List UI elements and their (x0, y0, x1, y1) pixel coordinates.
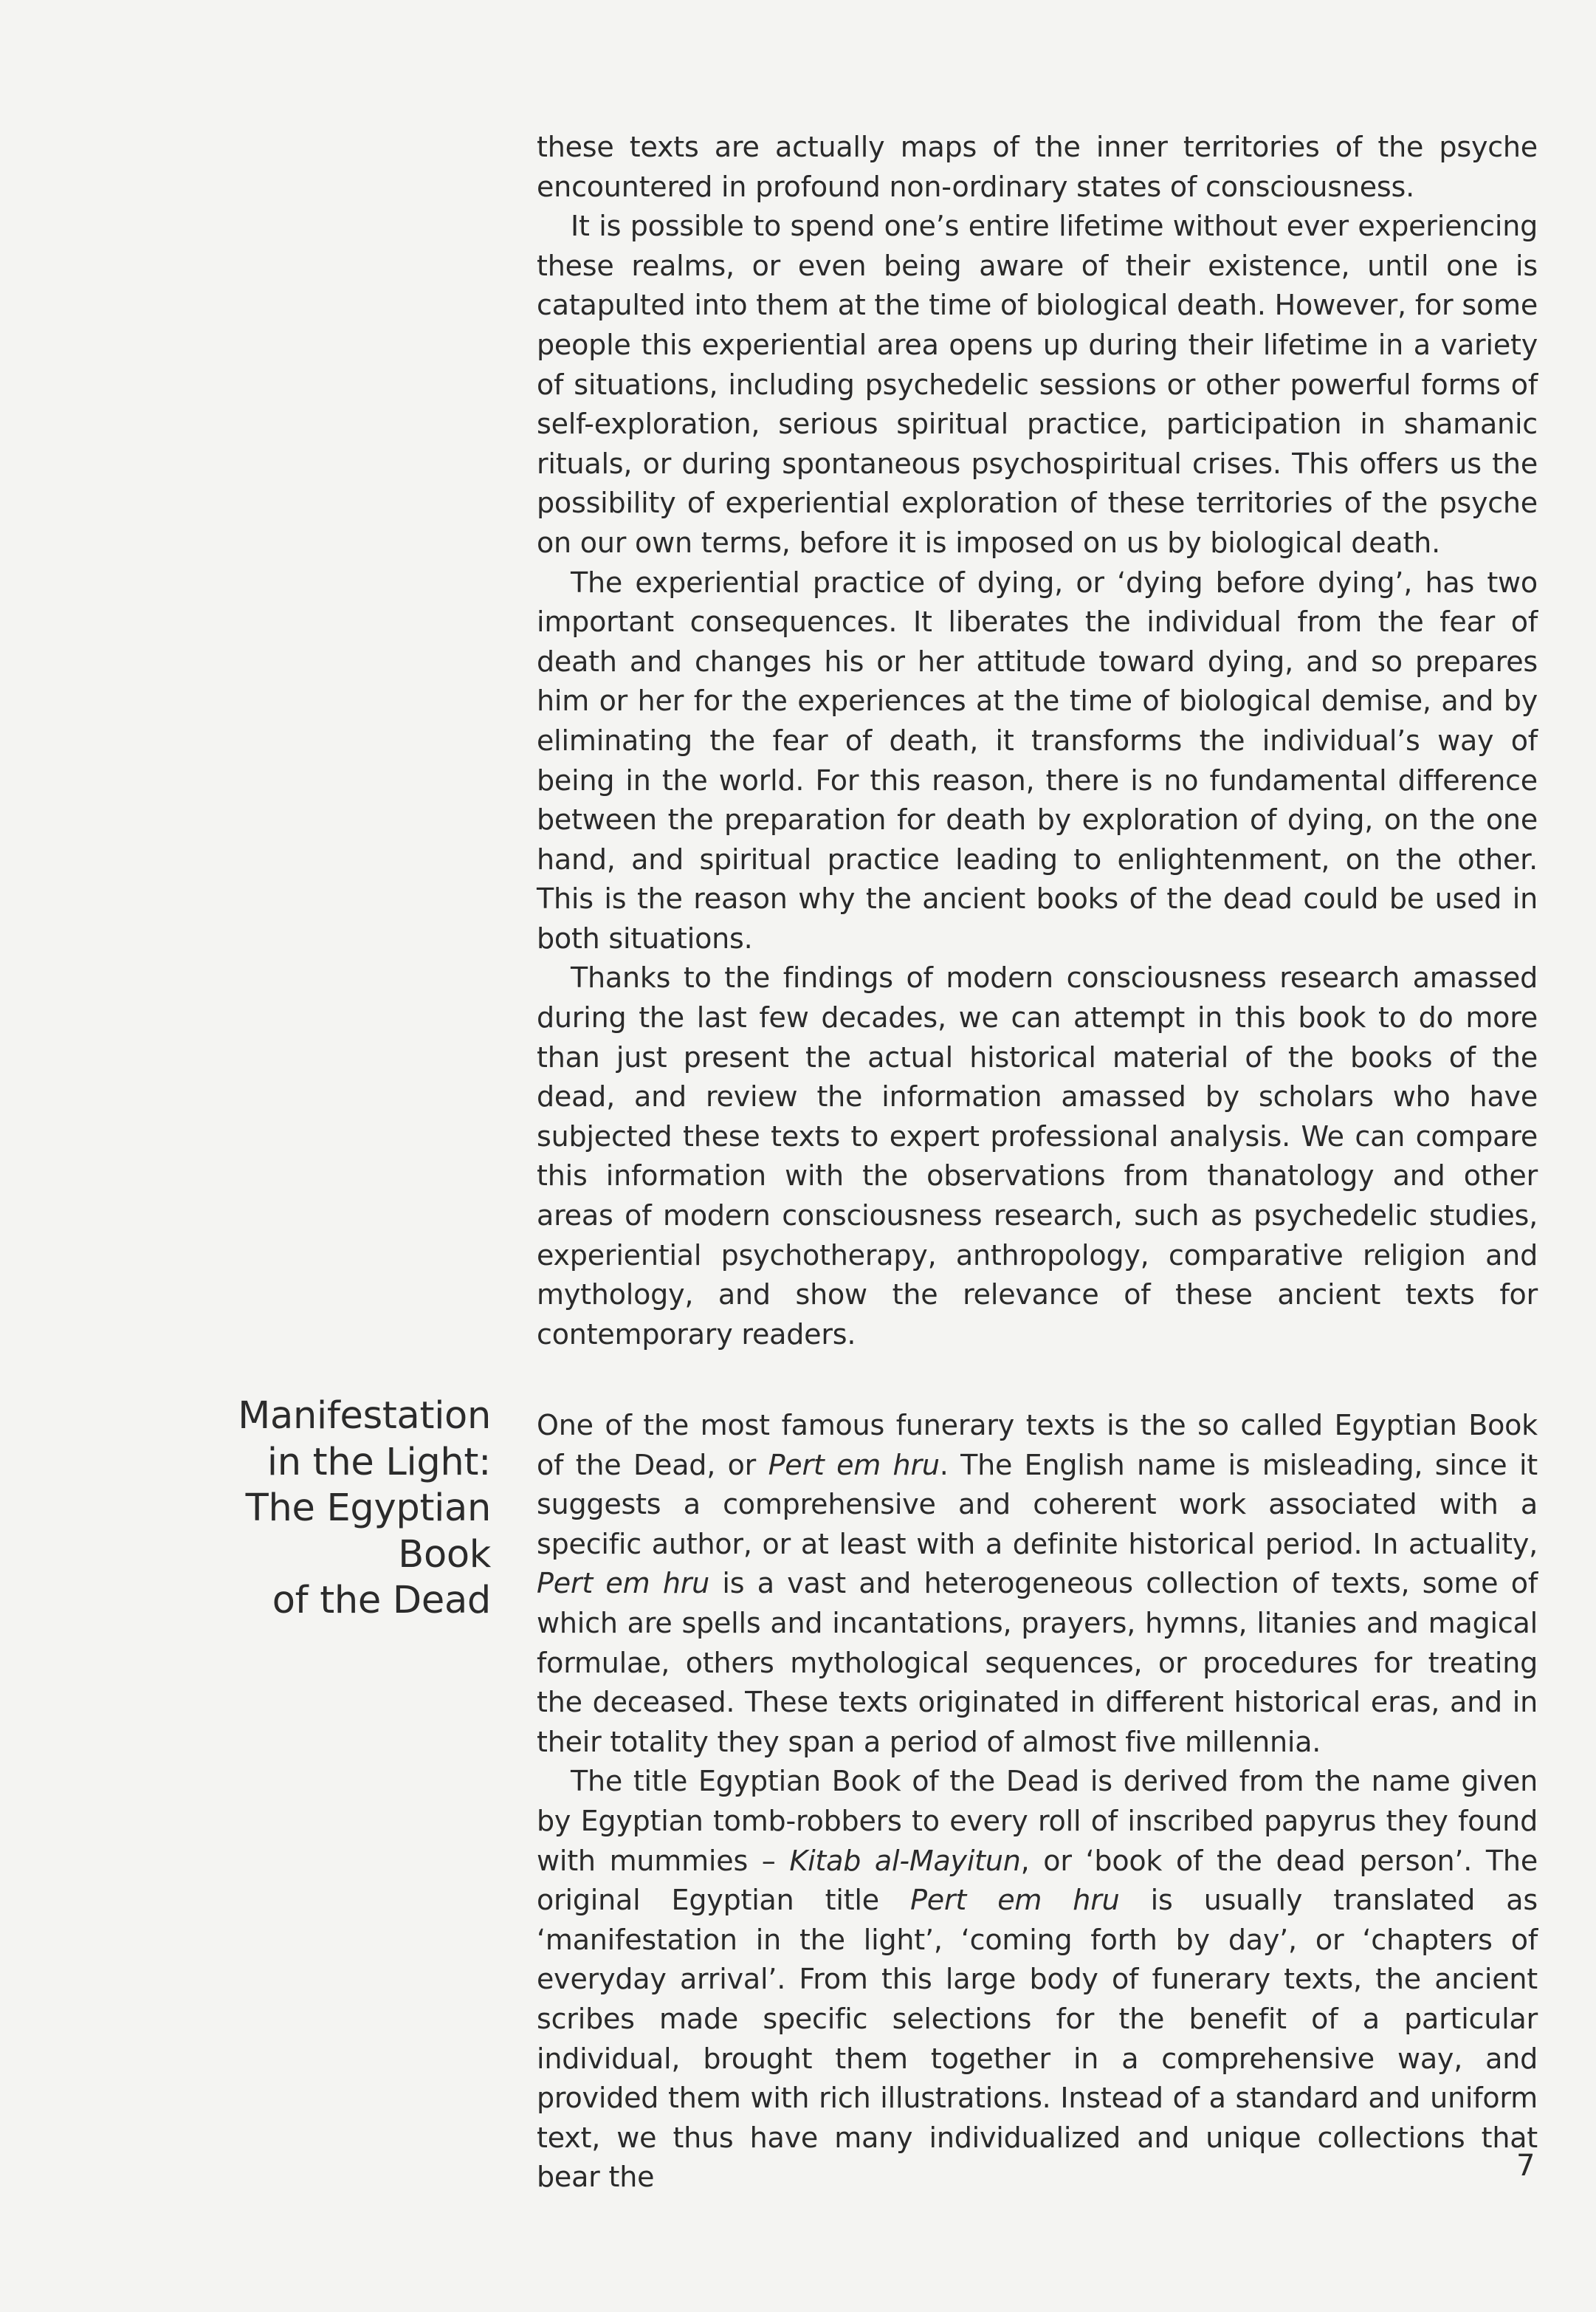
heading-line: Manifestation (238, 1394, 491, 1438)
heading-line: in the Light: (266, 1440, 491, 1484)
body-text-section-1 (537, 128, 1538, 1354)
italic-title: Pert em hru (910, 1884, 1120, 1917)
italic-title: Pert em hru (768, 1448, 940, 1481)
section-heading (151, 1393, 491, 1625)
paragraph-continuation: these texts are actually maps of the inner territories of the psyche encountered in profound non-ordinary states of consciousness. (537, 131, 1538, 203)
italic-title: Pert em hru (537, 1567, 710, 1600)
paragraph: It is possible to spend one’s entire lifetime without ever experiencing these realms, or even being aware of their existence, until one is catapulted into them at the time of biological death. However, for some people this experiential area opens up during their lifetime in a variety of situations, including psychedelic sessions or other powerful forms of self-exploration, serious spiritual practice, participation in shamanic rituals, or during spontaneous psychospiritual crises. This offers us the possibility of experiential exploration of these territories of the psyche on our own terms, before it is imposed on us by biological death. (537, 210, 1538, 559)
heading-line: of the Dead (272, 1579, 491, 1622)
heading-line: The Egyptian Book (245, 1486, 491, 1577)
paragraph: The experiential practice of dying, or ‘dying before dying’, has two important consequences. It liberates the individual from the fear of death and changes his or her attitude toward dying, and so prepares him or her for the experiences at the time of biological demise, and by eliminating the fear of death, it transforms the individual’s way of being in the world. For this reason, there is no fundamental difference between the preparation for death by exploration of dying, on the one hand, and spiritual practice leading to enlightenment, on the other. This is the reason why the ancient books of the dead could be used in both situations. (537, 566, 1538, 955)
page-number: 7 (1516, 2149, 1535, 2183)
paragraph: One of the most famous funerary texts is the so called Egyptian Book of the Dead, or Pert em hru. The English name is misleading, since it suggests a comprehensive and coherent work associated with a specific author, or at least with a definite historical period. In actuality, Pert em hru is a vast and heterogeneous collection of texts, some of which are spells and incantations, prayers, hymns, litanies and magical formulae, others mythological sequences, or procedures for treating the deceased. These texts originated in different historical eras, and in their totality they span a period of almost five millennia. (537, 1409, 1538, 1758)
italic-term: Kitab al-Mayitun (789, 1844, 1021, 1877)
body-text-section-2 (537, 1406, 1538, 2198)
paragraph: Thanks to the findings of modern consciousness research amassed during the last few decades, we can attempt in this book to do more than just present the actual historical material of the books of the dead, and review the information amassed by scholars who have subjected these texts to expert professional analysis. We can compare this information with the observations from thanatology and other areas of modern consciousness research, such as psychedelic studies, experiential psychotherapy, anthropology, comparative religion and mythology, and show the relevance of these ancient texts for contemporary readers. (537, 961, 1538, 1351)
paragraph: The title Egyptian Book of the Dead is derived from the name given by Egyptian tomb-robbers to every roll of inscribed papyrus they found with mummies – Kitab al-Mayitun, or ‘book of the dead person’. The original Egyptian title Pert em hru is usually translated as ‘manifestation in the light’, ‘coming forth by day’, or ‘chapters of everyday arrival’. From this large body of funerary texts, the ancient scribes made specific selections for the benefit of a particular individual, brought them together in a comprehensive way, and provided them with rich illustrations. Instead of a standard and uniform text, we thus have many individualized and unique collections that bear the (537, 1765, 1538, 2194)
